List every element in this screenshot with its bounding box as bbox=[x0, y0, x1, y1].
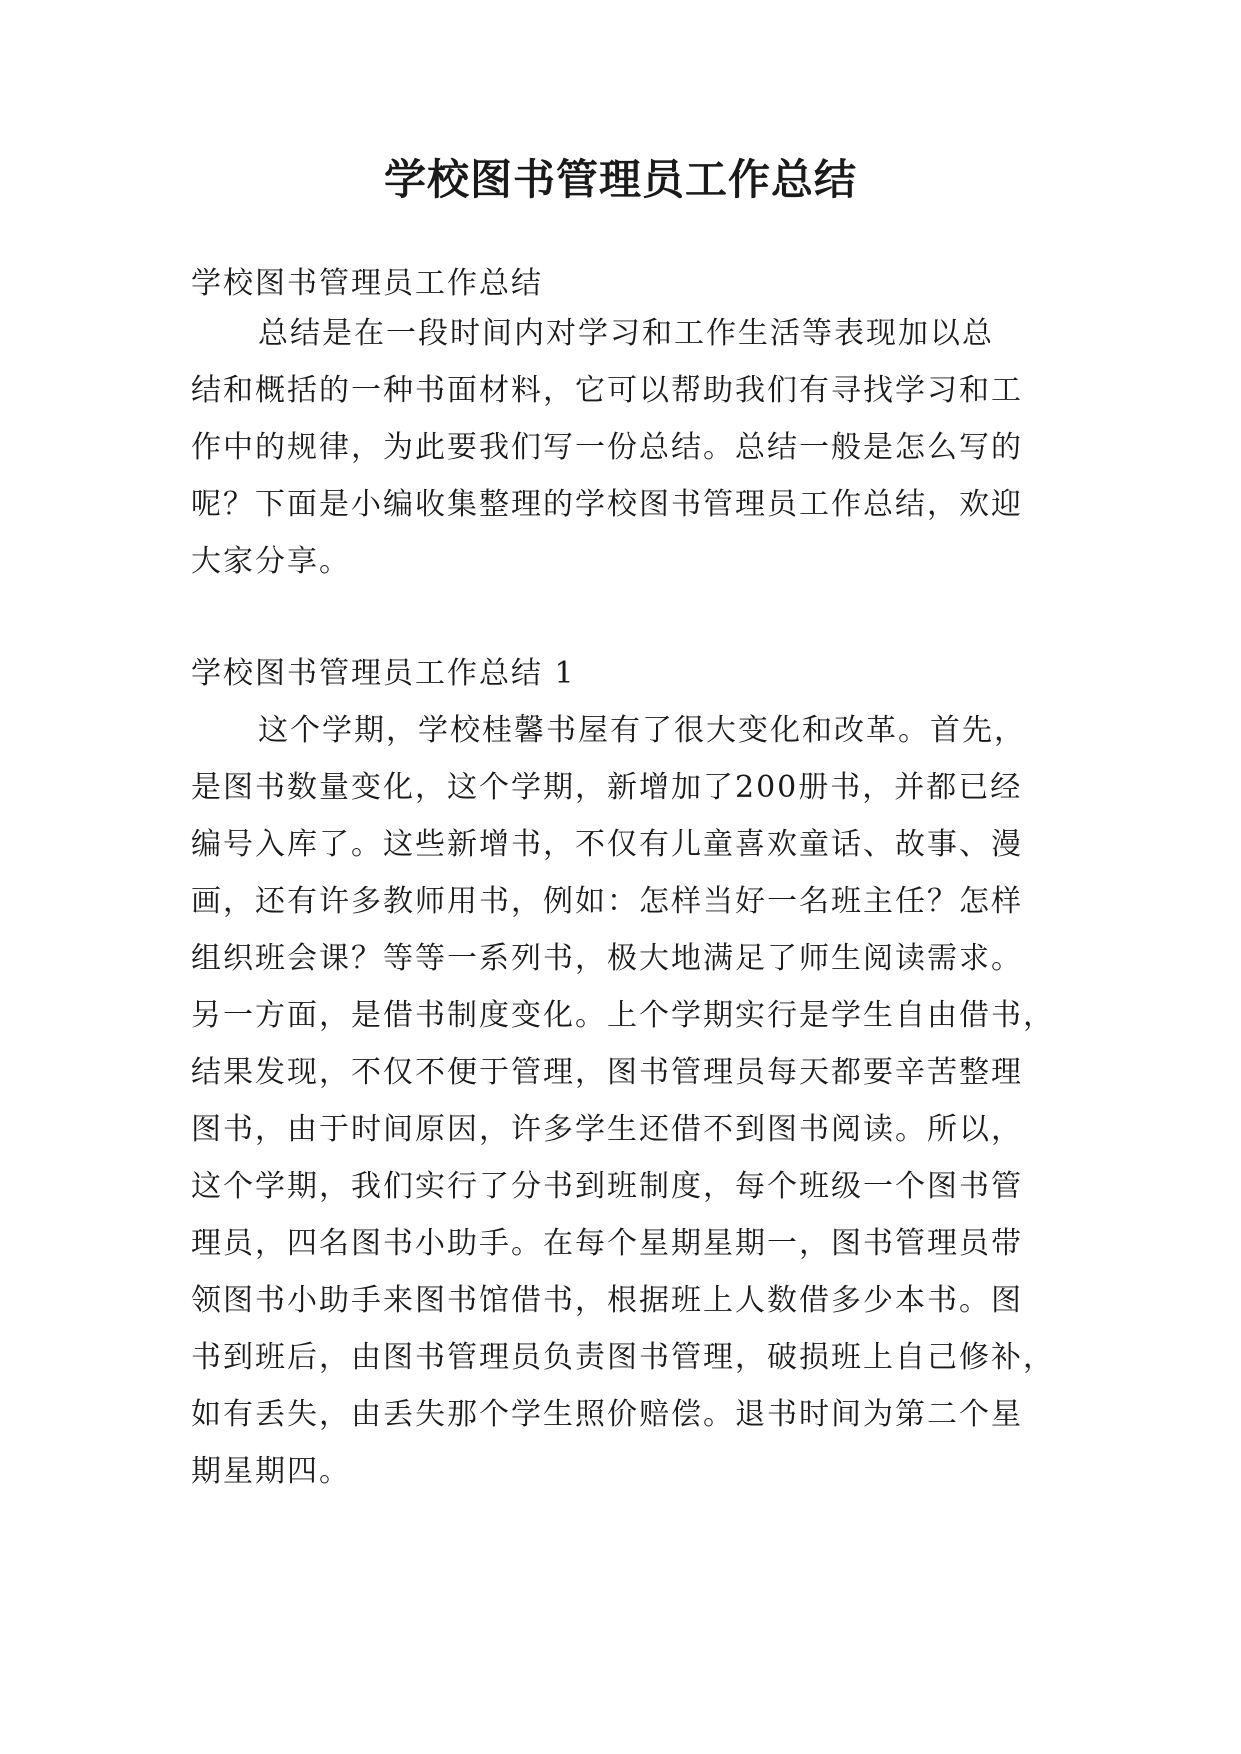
section1-line-10: 理员，四名图书小助手。在每个星期星期一，图书管理员带 bbox=[191, 1226, 1023, 1261]
section1-line-5: 组织班会课？等等一系列书，极大地满足了师生阅读需求。 bbox=[191, 941, 1023, 976]
section1-line-14: 期星期四。 bbox=[191, 1454, 351, 1489]
intro-line-3: 作中的规律，为此要我们写一份总结。总结一般是怎么写的 bbox=[191, 430, 1023, 465]
document-title: 学校图书管理员工作总结 bbox=[383, 155, 857, 204]
intro-line-2: 结和概括的一种书面材料，它可以帮助我们有寻找学习和工 bbox=[191, 373, 1023, 408]
section1-line-12: 书到班后，由图书管理员负责图书管理，破损班上自己修补， bbox=[191, 1340, 1055, 1375]
section1-line-11: 领图书小助手来图书馆借书，根据班上人数借多少本书。图 bbox=[191, 1283, 1023, 1318]
intro-line-5: 大家分享。 bbox=[191, 544, 351, 579]
section1-heading: 学校图书管理员工作总结 1 bbox=[191, 656, 576, 691]
section1-line-3: 编号入库了。这些新增书，不仅有儿童喜欢童话、故事、漫 bbox=[191, 827, 1023, 862]
section1-line-6: 另一方面，是借书制度变化。上个学期实行是学生自由借书， bbox=[191, 998, 1055, 1033]
section1-line-7: 结果发现，不仅不便于管理，图书管理员每天都要辛苦整理 bbox=[191, 1055, 1023, 1090]
section1-line-2: 是图书数量变化，这个学期，新增加了200册书，并都已经 bbox=[191, 770, 1023, 805]
section1-line-8: 图书，由于时间原因，许多学生还借不到图书阅读。所以， bbox=[191, 1112, 1023, 1147]
section1-line-9: 这个学期，我们实行了分书到班制度，每个班级一个图书管 bbox=[191, 1169, 1023, 1204]
section1-line-4: 画，还有许多教师用书，例如：怎样当好一名班主任？怎样 bbox=[191, 884, 1023, 919]
section1-line-13: 如有丢失，由丢失那个学生照价赔偿。退书时间为第二个星 bbox=[191, 1397, 1023, 1432]
intro-line-4: 呢？下面是小编收集整理的学校图书管理员工作总结，欢迎 bbox=[191, 487, 1023, 522]
intro-line-1: 总结是在一段时间内对学习和工作生活等表现加以总 bbox=[258, 316, 994, 351]
intro-heading: 学校图书管理员工作总结 bbox=[191, 266, 543, 301]
section1-line-1: 这个学期，学校桂馨书屋有了很大变化和改革。首先， bbox=[258, 713, 1026, 748]
